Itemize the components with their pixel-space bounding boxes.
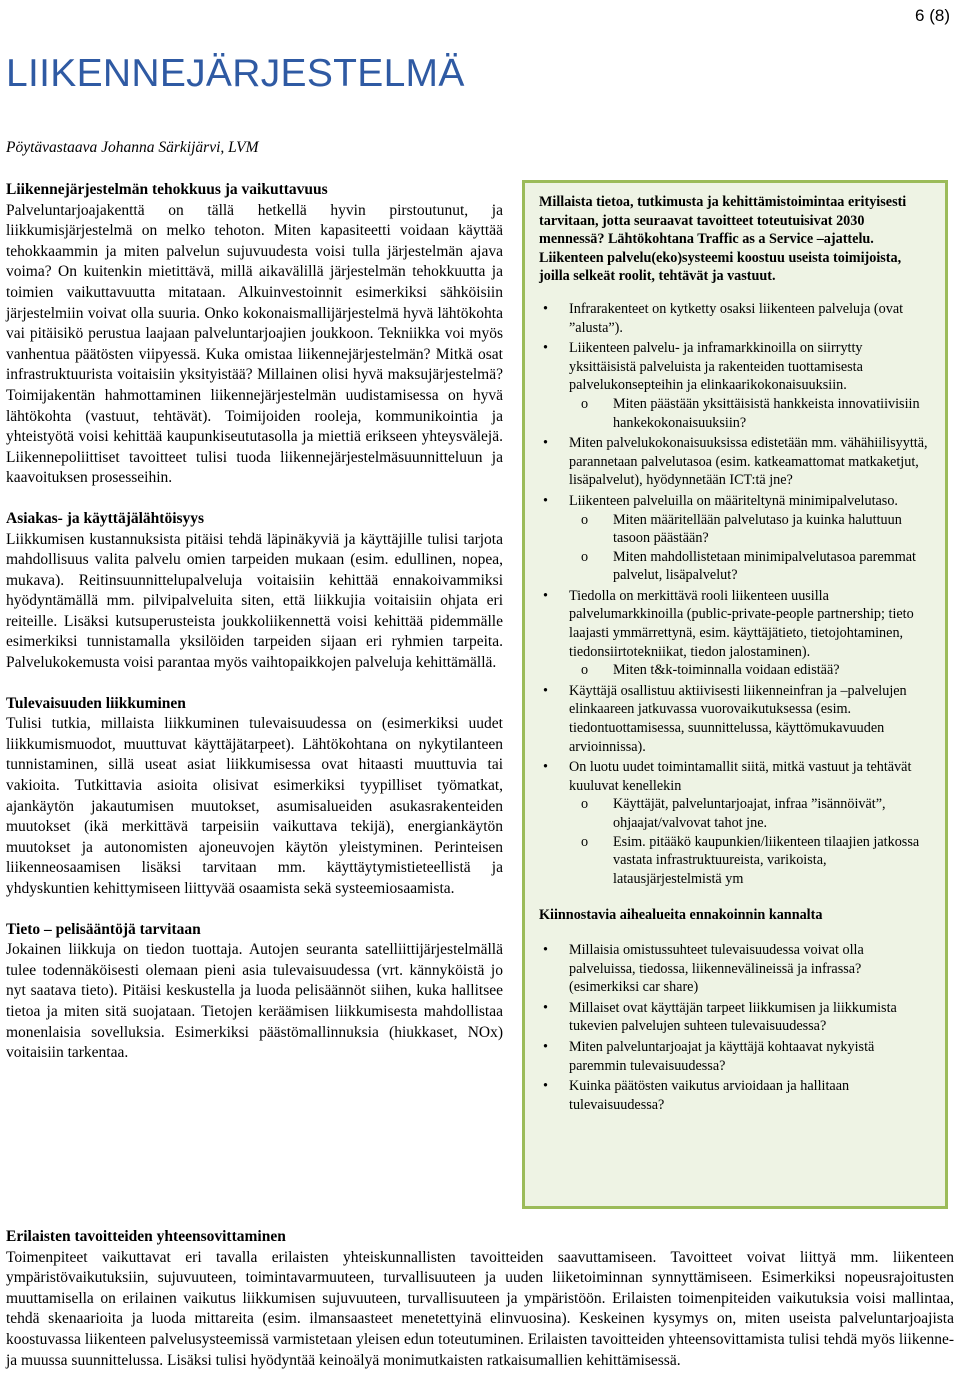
sub-item: o Miten päästään yksittäisistä hankkeista innovatiivisiin hankekokonaisuuksiin? — [569, 395, 933, 432]
goal-item — [539, 758, 933, 888]
left-column — [6, 180, 503, 1084]
section-text: Liikkumisen kustannuksista pitäisi tehdä läpinäkyviä ja käyttäjille tulisi tarjota mahdollisuus valita palvelu omien tarpeiden mukaan (esim. edullinen, nopea, mukava). Reitinsuunnittelupalveluja voitaisiin kehittää ennakoivammiksi hyödyntämällä mm. pilvipalveluita siten, että liikkujia voitaisiin ohjata eri reiteille. Lisäksi kutsuperusteista joukkoliikennettä voisi kehittää pidemmälle esimerkiksi tunnistamalla yksilöiden tarpeiden sijaan eri ryhmien tarpeita. Palvelukokemusta voisi parantaa myös vaihtopaikkojen palveluja kehittämällä. — [6, 530, 503, 672]
sub-item: o Miten t&k-toiminnalla voidaan edistää? — [569, 661, 933, 680]
section-heading: Erilaisten tavoitteiden yhteensovittaminen — [6, 1228, 286, 1245]
sub-list — [569, 395, 933, 432]
goal-text: Käyttäjä osallistuu aktiivisesti liikenneinfran ja –palvelujen elinkaareen jatkuvassa vuorovaikutuksessa (esim. tiedontuottamisessa, suunnittelussa, käyttömukavuuden arvioinnissa). — [569, 682, 907, 755]
box-intro: Millaista tietoa, tutkimusta ja kehittämistoimintaa erityisesti tarvitaan, jotta seuraavat tavoitteet toteutuisivat 2030 mennessä? Lähtökohtana Traffic as a Service –ajattelu. Liikenteen palvelu(eko)systeemi koostuu useista toimijoista, joilla selkeät roolit, tehtävät ja vastuut. — [539, 194, 907, 285]
section-heading: Liikennejärjestelmän tehokkuus ja vaikuttavuus — [6, 181, 328, 198]
chair-line: Pöytävastaava Johanna Särkijärvi, LVM — [6, 139, 259, 156]
foresight-list — [539, 941, 933, 1114]
section-text: Tulisi tutkia, millaista liikkuminen tulevaisuudessa on (esimerkiksi uudet liikkumismuodot, muuttuvat käyttäjätarpeet). Lähtökohtana on nykytilanteen tunnistaminen, sillä useat asiat liikkumisessa ovat hitaasti muuttuvia tai vakioita. Tutkittavia asioita olisivat esimerkiksi tyypilliset työmatkat, ajankäytön jakautumisen muutokset, asumisalueiden asukasrakenteiden muutokset (ikä merkittävä tarpeisiin vaikuttava tekijä), energiankäytön muutokset ja autonomisten ajoneuvojen käytön yleistyminen. Perinteisen liikenneosaamisen lisäksi tarvitaan mm. käyttäytymistieteellistä ja yhdyskuntien kehittymiseen liittyvää osaamista sekä systeemiosaamista. — [6, 715, 503, 897]
foresight-item: • Millaisia omistussuhteet tulevaisuudessa voivat olla palveluissa, tiedossa, liikennevälineissä ja infrassa? (esimerkiksi car share) — [539, 941, 933, 997]
foresight-item: • Millaiset ovat käyttäjän tarpeet liikkumisen ja liikkumista tukevien palvelujen suhteen tulevaisuudessa? — [539, 999, 933, 1036]
goals-list — [539, 300, 933, 888]
bottom-section — [6, 1227, 954, 1371]
section-text: Jokainen liikkuja on tiedon tuottaja. Autojen seuranta satelliittijärjestelmällä tulee todennäköisesti olemaan pieni asia tulevaisuudessa (vrt. kännyköistä jo nyt saatava tieto). Pitäisi keskustella ja luoda pelisäännöt siihen, kuka hallitsee tietoa ja miten sitä suojataan. Tietojen keräämisen liikkumisesta mahdollistaa monenlaisia sovelluksia. Esimerkiksi päästömallinnuksia (hiukkaset, NOx) voitaisiin tarkentaa. — [6, 941, 503, 1062]
sub-item: o Käyttäjät, palveluntarjoajat, infraa ”isännöivät”, ohjaajat/valvovat tahot jne. — [569, 795, 933, 832]
section-future-mobility — [6, 694, 503, 900]
foresight-item: • Miten palveluntarjoajat ja käyttäjä kohtaavat nykyistä paremmin tulevaisuudessa? — [539, 1038, 933, 1075]
goal-text: Liikenteen palveluilla on määriteltynä minimipalvelutaso. — [569, 492, 898, 509]
section-heading: Asiakas- ja käyttäjälähtöisyys — [6, 509, 205, 527]
goal-text: Miten palvelukokonaisuuksissa edistetään mm. vähähiilisyyttä, parannetaan palvelutasoa (esim. katkeamattomat matkaketjut, lisäpalvelut), hyödynnetään ICT:tä jne? — [569, 435, 928, 489]
foresight-item: • Kuinka päätösten vaikutus arvioidaan ja hallitaan tulevaisuudessa? — [539, 1077, 933, 1114]
page-number: 6 (8) — [915, 6, 950, 25]
section-customer — [6, 509, 503, 674]
sub-item: o Miten mahdollistetaan minimipalvelutasoa paremmat palvelut, lisäpalvelut? — [569, 548, 933, 585]
goal-text: Tiedolla on merkittävä rooli liikenteen uusilla palvelumarkkinoilla (public-private-people partnership; tieto laajasti ymmärrettynä, esim. käyttäjätieto, tietojohtaminen, tiedonsiirtotekniikat, tiedon jalostaminen). — [569, 587, 914, 660]
goal-text: Liikenteen palvelu- ja inframarkkinoilla on siirrytty yksittäisistä palveluista ja rakenteiden tuottamisesta palvelukonsepteihin ja elinkaarikokonaisuuksiin. — [569, 340, 863, 394]
sub-item: o Esim. pitääkö kaupunkien/liikenteen tilaajien jatkossa vastata infrastruktuureista, varikoista, latausjärjestelmistä ym — [569, 833, 933, 889]
sub-list — [569, 661, 933, 680]
goal-item — [539, 587, 933, 680]
sub-list — [569, 511, 933, 585]
goal-text: On luotu uudet toimintamallit siitä, mitkä vastuut ja tehtävät kuuluvat kenellekin — [569, 759, 912, 794]
goal-item — [539, 434, 933, 490]
section-heading: Tieto – pelisääntöjä tarvitaan — [6, 920, 201, 938]
goal-text: Infrarakenteet on kytketty osaksi liikenteen palveluja (ovat ”alusta”). — [569, 300, 904, 336]
goal-item — [539, 339, 933, 432]
box-heading-foresight: Kiinnostavia aihealueita ennakoinnin kannalta — [539, 907, 823, 924]
goal-item — [539, 682, 933, 756]
section-data-rules — [6, 920, 503, 1064]
section-text: Palveluntarjoajakenttä on tällä hetkellä hyvin pirstoutunut, ja liikkumisjärjestelmä on melko tehoton. Miten kapasiteetti voidaan käyttää tehokkaammin ja miten palvelun sujuvuudesta voisi tulla järjestelmän ajava voima? On kuitenkin mietittävä, millä aikavälillä järjestelmän tehokkuutta ja toimien vaikuttavuutta mitataan. Alkuinvestoinnit esimerkiksi sähköisiin järjestelmiin voivat olla suuria. Onko kokonaismallijärjestelmä hyvä lähtökohta vai pitäisikö perustua laajaan palveluntarjoajien joukkoon. Tekniikka voi myös vanhentua päätösten viipyessä. Kuka omistaa liikennejärjestelmän? Mitkä osat infrastruktuurista voitaisiin yksityistää? Millainen olisi hyvä maksujärjestelmä? Toimijakentän hahmottaminen liikennejärjestelmän uudistamisessa on hyvä lähtökohta (vastuut, tehtävät). Toimijoiden rooleja, kommunikointia ja yhteistyötä voisi kehittää kaupunkiseututasolla ja miettiä erikseen yhteysvälejä. Liikennepoliittiset tavoitteet tulisi tuoda liikennejärjestelmäsuunnitteluun ja kaavoituksen prosesseihin. — [6, 201, 503, 487]
goal-item — [539, 300, 933, 337]
section-efficiency — [6, 180, 503, 489]
section-text: Toimenpiteet vaikuttavat eri tavalla erilaisten yhteiskunnallisten tavoitteiden saavuttamiseen. Tavoitteet voivat liittyä mm. liikenteen ympäristövaikutuksiin, sujuvuuteen, toimintavarmuuteen, turvallisuuteen ja uuden liiketoiminnan synnyttämiseen. Esimerkiksi nopeusrajoitusten muuttamisella on erilainen vaikutus liikkumisen sujuvuuteen, turvallisuuteen ja ympäristöön. Erilaisten toimenpiteiden vaikutuksia voisi mallintaa, tehdä skenaarioita ja luoda mittareita (esim. ilmansaasteet menetettyinä elinvuosina). Keskeinen kysymys on, miten useista palveluntarjoajista koostuvassa liikenteen palvelusysteemissä varmistetaan yleisen edun toteutuminen. Erilaisten tavoitteiden yhteensovittamista tulisi tehdä myös liikenne- ja muussa suunnittelussa. Lisäksi tulisi hyödyntää keinoälyä monimutkaisten ratkaisumallien kehittämisessä. — [6, 1248, 954, 1369]
research-needs-box — [522, 180, 948, 1209]
page-title: LIIKENNEJÄRJESTELMÄ — [6, 52, 465, 95]
sub-item: o Miten määritellään palvelutaso ja kuinka haluttuun tasoon päästään? — [569, 511, 933, 548]
sub-list — [569, 795, 933, 888]
goal-item — [539, 492, 933, 585]
section-heading: Tulevaisuuden liikkuminen — [6, 694, 186, 712]
